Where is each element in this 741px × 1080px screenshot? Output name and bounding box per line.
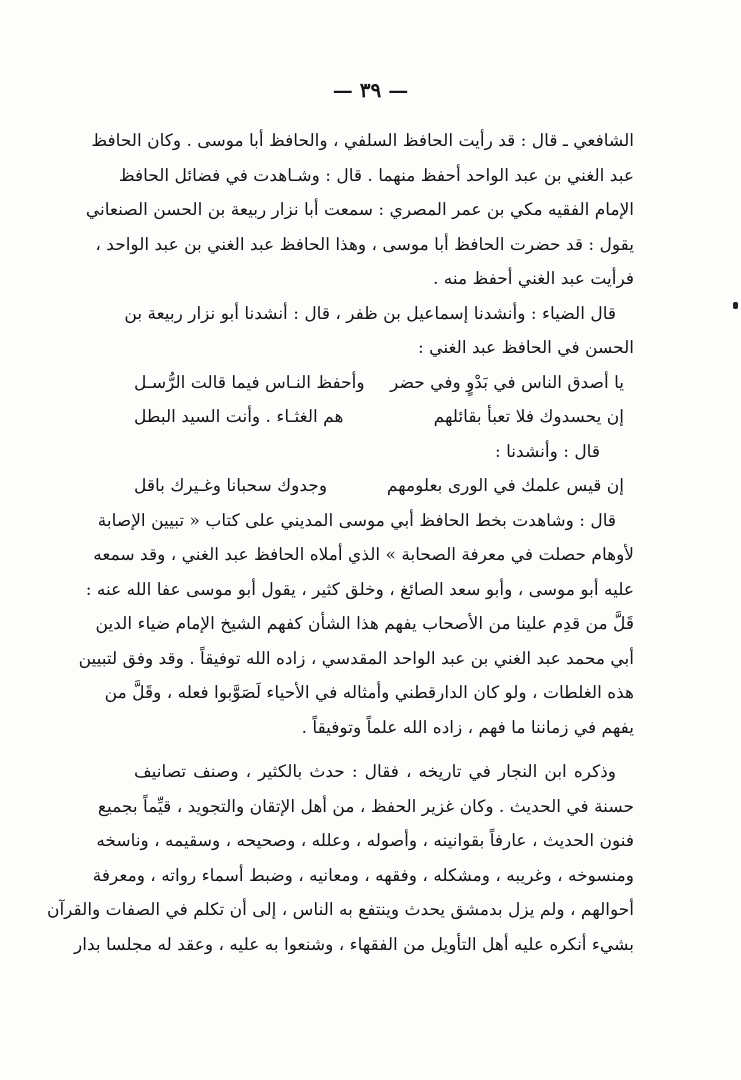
text-line: يقول : قد حضرت الحافظ أبا موسى ، وهذا الحافظ عبد الغني بن عبد الواحد ،: [95, 234, 634, 255]
verse-second-hemistich: هم الغثـاء . وأنت السيد البطل: [134, 407, 344, 427]
text-line: أحوالهم ، ولم يزل بدمشق يحدث وينتفع به الناس ، إلى أن تكلم في الصفات والقرآن: [46, 900, 634, 920]
text-line: قال : وشاهدت بخط الحافظ أبي موسى المديني على كتاب « تبيين الإصابة: [97, 510, 616, 531]
page-number: — ٣٩ —: [332, 78, 409, 102]
text-line: قال الضياء : وأنشدنا إسماعيل بن ظفر ، قال : أنشدنا أبو نزار ربيعة بن: [124, 303, 616, 324]
text-line: فرأيت عبد الغني أحفظ منه .: [433, 269, 634, 289]
verse-second-hemistich: وأحفظ النـاس فيما قالت الرُّسـل: [134, 372, 365, 393]
paragraph-4: [46, 755, 634, 962]
text-line: لأوهام حصلت في معرفة الصحابة » الذي أملاه الحافظ عبد الغني ، وقد سمعه: [93, 545, 634, 565]
verse-second-hemistich: وجدوك سحبانا وغـيرك باقل: [134, 476, 328, 496]
text-line: الحسن في الحافظ عبد الغني :: [418, 338, 634, 358]
text-line: الشافعي ـ قال : قد رأيت الحافظ السلفي ، والحافظ أبا موسى . وكان الحافظ: [91, 131, 634, 151]
verse-first-hemistich: يا أصدق الناس في بَدْوٍ وفي حضر: [390, 372, 624, 393]
text-line: فنون الحديث ، عارفاً بقوانينه ، وأصوله ، وعلله ، وصحيحه ، وسقيمه ، وناسخه: [96, 831, 634, 851]
text-line: الإمام الفقيه مكي بن عمر المصري : سمعت أبا نزار ربيعة بن الحسن الصنعاني: [85, 200, 634, 220]
scan-mark: [733, 302, 738, 309]
poem-verse: [134, 400, 634, 435]
verse-first-hemistich: إن يحسدوك فلا تعبأ بقائلهم: [433, 407, 624, 427]
verse-first-hemistich: إن قيس علمك في الورى بعلومهم: [386, 476, 624, 496]
paragraph-2: [124, 297, 634, 366]
text-line: ومنسوخه ، وغريبه ، ومشكله ، وفقهه ، ومعانيه ، وضبط أسماء رواته ، ومعرفة: [92, 865, 634, 886]
poem-2-intro: قال : وأنشدنا :: [495, 441, 600, 462]
poem-1: [134, 366, 634, 435]
text-line: قَلَّ من قدِم علينا من الأصحاب يفهم هذا الشأن كفهم الشيخ الإمام ضياء الدين: [95, 614, 634, 634]
text-line: أبي محمد عبد الغني بن عبد الواحد المقدسي ، زاده الله توفيقاً . وقد وفق لتبيين: [78, 648, 634, 669]
paragraph-3: [78, 504, 634, 746]
text-line: وذكره ابن النجار في تاريخه ، فقال : حدث بالكثير ، وصنف تصانيف: [134, 762, 616, 782]
text-line: يفهم في زماننا ما فهم ، زاده الله علماً وتوفيقاً .: [301, 717, 634, 738]
poem-verse: [134, 366, 634, 401]
text-line: عبد الغني بن عبد الواحد أحفظ منهما . قال : وشـاهدت في فضائل الحافظ: [118, 165, 634, 186]
page-body: [46, 124, 634, 962]
paragraph-gap: [134, 745, 634, 755]
poem-verse: [134, 469, 634, 504]
paragraph-1: [85, 124, 634, 297]
poem-2: [134, 469, 634, 504]
text-line: هذه الغلطات ، ولو كان الدارقطني وأمثاله في الأحياء لَصَوَّبوا فعله ، وقَلَّ من: [104, 683, 634, 703]
text-line: بشيء أنكره عليه أهل التأويل من الفقهاء ، وشنعوا به عليه ، وعقد له مجلسا بدار: [74, 934, 634, 955]
text-line: حسنة في الحديث . وكان غزير الحفظ ، من أهل الإتقان والتجويد ، قيِّماً بجميع: [97, 796, 634, 817]
text-line: عليه أبو موسى ، وأبو سعد الصائغ ، وخلق كثير ، يقول أبو موسى عفا الله عنه :: [85, 579, 634, 600]
